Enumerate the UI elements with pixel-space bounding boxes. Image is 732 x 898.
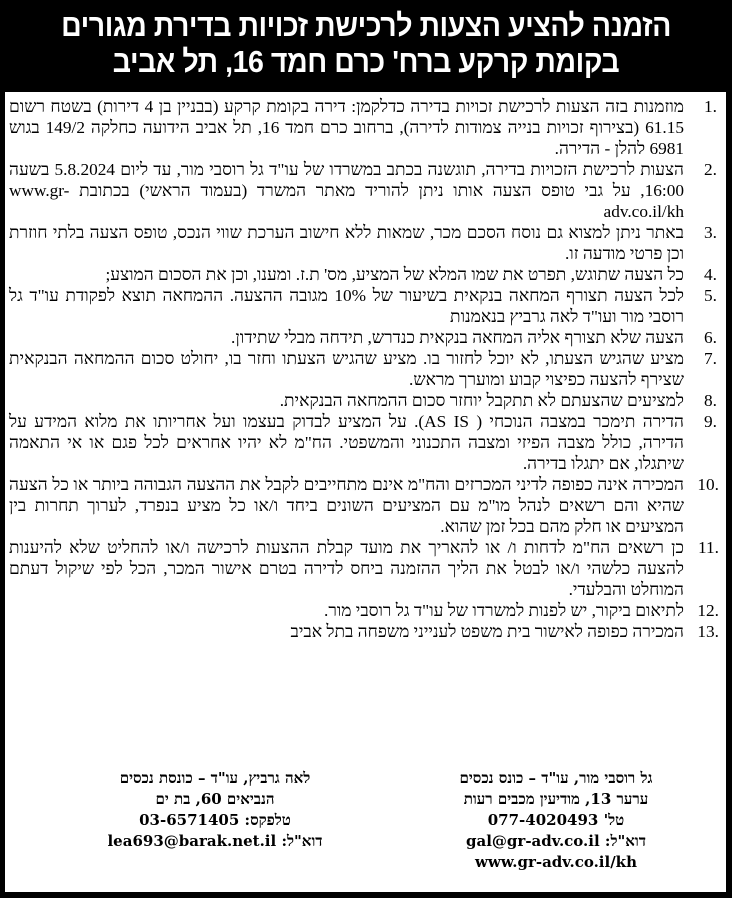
clause-text: לתיאום ביקור, יש לפנות למשרדו של עו"ד גל רוסבי מור.	[324, 601, 684, 620]
clauses-list	[9, 96, 721, 642]
clause-text: מציע שהגיש הצעתו, לא יוכל לחזור בו. מציע שהגיש הצעתו וחזר בו, יחולט סכום ההמחאה הבנקאית שצירף להצעה כפיצוי קבוע ומוערך מראש.	[9, 349, 684, 389]
website-link[interactable]: www.gr-adv.co.il/kh	[475, 853, 637, 871]
clause-text: כן רשאים הח"מ לדחות ו/ או להאריך את מועד קבלת ההצעות לרכישה ו/או להחליט שלא להיענות להצעה כלשהי ו/או לבטל את הליך ההזמנה ביחס לדירה בטרם אישור המכר, הכל לפי שיקול דעתם המוחלט והבלעדי.	[9, 538, 684, 599]
clause-text: המכירה אינה כפופה לדיני המכרזים והח"מ אינם מתחייבים לקבל את ההצעה הגבוהה ביותר או כל הצעה שהיא והם רשאים לנהל מו"מ עם המציעים השונים ביחד ו/או כל מציע בנפרד, לערוך תחרות בין המציעים או חלק מהם בכל זמן שהוא.	[9, 475, 684, 536]
clause-number: 1.	[704, 97, 717, 116]
phone-number: 03-6571405	[139, 811, 240, 829]
signature-receiver-lea	[65, 768, 365, 852]
clause-text: הצעות לרכישת הזכויות בדירה, תוגשנה בכתב במשרדו של עו"ד גל רוסבי מור, עד ליום 5.8.2024 בשעה 16:00, על גבי טופס הצעה אותו ניתן להוריד מאתר המשרד (בעמוד הראשי) בכתובת www.gr-adv.co.il/kh	[9, 160, 684, 221]
clause-number: 10.	[697, 475, 719, 494]
clause-number: 3.	[704, 223, 717, 242]
clause-5	[9, 285, 721, 327]
signature-receiver-gal	[406, 768, 706, 873]
clause-number: 7.	[704, 349, 717, 368]
notice-title-line-1: הזמנה להציע הצעות לרכישת זכויות בדירת מגורים	[61, 8, 671, 43]
clause-1	[9, 96, 721, 159]
email-label: דוא"ל:	[604, 832, 646, 850]
notice-header	[0, 0, 732, 92]
email-label: דוא"ל:	[281, 832, 323, 850]
notice-body	[5, 92, 726, 892]
clause-number: 5.	[704, 286, 717, 305]
receiver-email-row	[65, 831, 365, 852]
clause-8	[9, 390, 721, 411]
clause-2	[9, 159, 721, 222]
receiver-name: גל רוסבי מור, עו"ד – כונס נכסים	[459, 769, 653, 787]
clause-number: 8.	[704, 391, 717, 410]
clause-6	[9, 327, 721, 348]
signatures	[5, 768, 726, 892]
receiver-address: הנביאים 60, בת ים	[155, 790, 275, 808]
phone-number: 077-4020493	[487, 811, 599, 829]
clause-text: למציעים שהצעתם לא תתקבל יוחזר סכום ההמחאה הבנקאית.	[279, 391, 684, 410]
clause-text: הצעה שלא תצורף אליה המחאה בנקאית כנדרש, תידחה מבלי שתידון.	[231, 328, 684, 347]
clause-text: הדירה תימכר במצבה הנוכחי ( AS IS). על המציע לבדוק בעצמו ועל אחריותו את מלוא המידע על הדירה, כולל מצבה הפיזי ומצבה התכנוני והמשפטי. הח"מ לא יהיו אחראים לכל פגם או אי התאמה שיתגלו, אם יתגלו בדירה.	[9, 412, 684, 473]
phone-label: טלפקס:	[244, 811, 291, 829]
notice-title-line-2: בקומת קרקע ברח' כרם חמד 16, תל אביב	[112, 44, 620, 79]
clause-text: כל הצעה שתוגש, תפרט את שמו המלא של המציע, מס' ת.ז. ומענו, וכן את הסכום המוצע;	[105, 265, 684, 284]
clause-10	[9, 474, 721, 537]
clause-3	[9, 222, 721, 264]
clause-number: 11.	[698, 538, 719, 557]
clause-13	[9, 621, 721, 642]
clause-text: המכירה כפופה לאישור בית משפט לענייני משפחה בתל אביב	[290, 622, 684, 641]
clause-7	[9, 348, 721, 390]
clause-number: 6.	[704, 328, 717, 347]
email-link[interactable]: gal@gr-adv.co.il	[466, 832, 600, 850]
clause-4	[9, 264, 721, 285]
clause-number: 13.	[697, 622, 719, 641]
clause-9	[9, 411, 721, 474]
clause-number: 4.	[704, 265, 717, 284]
clause-number: 2.	[704, 160, 717, 179]
receiver-phone-row	[406, 810, 706, 831]
receiver-address: ערער 13, מודיעין מכבים רעות	[463, 790, 649, 808]
receiver-phone-row	[65, 810, 365, 831]
clause-text: מוזמנות בזה הצעות לרכישת זכויות בדירה כדלקמן: דירה בקומת קרקע (בבניין בן 4 דירות) בשטח רשום 61.15 (בצירוף זכויות בנייה צמודות לדירה), ברחוב כרם חמד 16, תל אביב הידועה כחלקה 149/2 בגוש 6981 להלן - הדירה.	[9, 97, 684, 158]
clause-11	[9, 537, 721, 600]
clause-12	[9, 600, 721, 621]
receiver-name: לאה גרביץ, עו"ד – כונסת נכסים	[119, 769, 311, 787]
clause-text: באתר ניתן למצוא גם נוסח הסכם מכר, שמאות ללא חישוב הערכת שווי הנכס, טופס הצעה בלתי חוזרת וכן פרטי מודעה זו.	[9, 223, 684, 263]
clause-number: 9.	[704, 412, 717, 431]
receiver-email-row	[406, 831, 706, 852]
clause-text: לכל הצעה תצורף המחאה בנקאית בשיעור של 10% מגובה ההצעה. ההמחאה תוצא לפקודת עו"ד גל רוסבי מור ועו"ד לאה גרביץ בנאמנות	[9, 286, 684, 326]
email-link[interactable]: lea693@barak.net.il	[107, 832, 277, 850]
clause-number: 12.	[697, 601, 719, 620]
phone-label: טל'	[603, 811, 625, 829]
